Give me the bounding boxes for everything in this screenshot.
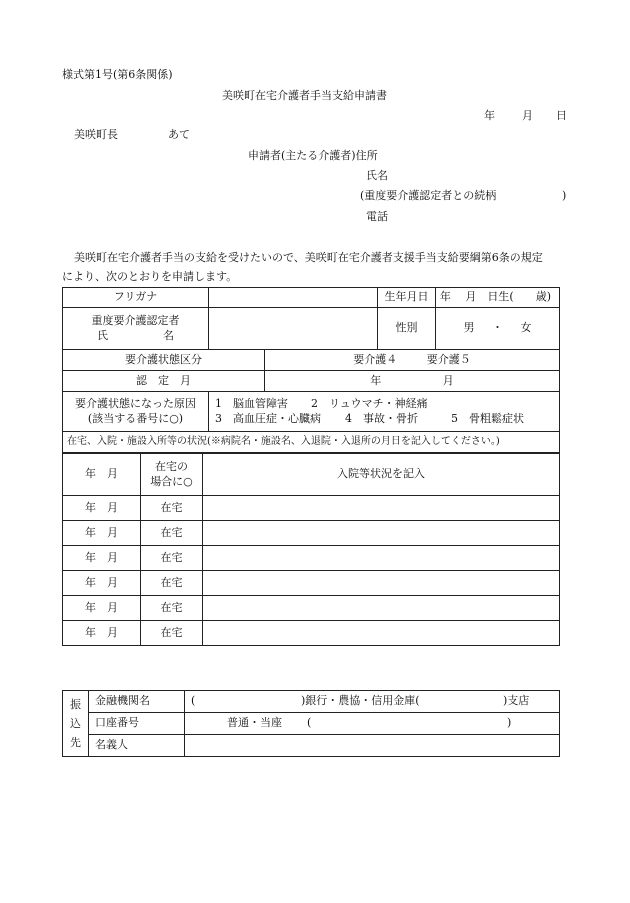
- history-detail-field[interactable]: [203, 546, 560, 571]
- cause-option-5[interactable]: 5 骨粗鬆症状: [451, 411, 525, 425]
- care-class-field[interactable]: [265, 350, 560, 371]
- cause-row: [63, 392, 560, 432]
- cause-option-2[interactable]: 2 リュウマチ・神経痛: [311, 396, 428, 410]
- care-class-row: [63, 350, 560, 371]
- sex-label: 性別: [378, 308, 436, 350]
- bank-section-label: [63, 691, 89, 757]
- history-home[interactable]: 在宅: [141, 521, 203, 546]
- furigana-label: フリガナ: [63, 288, 209, 308]
- history-header-home: [141, 454, 203, 496]
- history-header-detail: 入院等状況を記入: [203, 454, 560, 496]
- person-row: [63, 308, 560, 350]
- form-number: 様式第1号(第6条関係): [62, 68, 173, 81]
- applicant-name-label: 氏名: [366, 169, 388, 182]
- sex-field[interactable]: [436, 308, 560, 350]
- holder-field[interactable]: [185, 735, 560, 757]
- holder-label: 名義人: [89, 735, 185, 757]
- status-note: 在宅、入院・施設入所等の状況(※病院名・施設名、入退院・入退所の月日を記入してください。): [63, 432, 560, 453]
- applicant-relation-close: ): [562, 189, 567, 202]
- application-table: [62, 287, 560, 453]
- sex-separator: ・: [492, 321, 504, 335]
- history-home[interactable]: 在宅: [141, 621, 203, 646]
- person-label: [63, 308, 209, 350]
- cert-month-row: [63, 371, 560, 392]
- applicant-relation-label: (重度要介護認定者との続柄: [360, 189, 497, 202]
- birthdate-field[interactable]: 年 月 日生( 歳): [436, 288, 560, 308]
- history-ym: 年 月: [63, 496, 141, 521]
- cause-label: [63, 392, 209, 432]
- table-row: [63, 621, 560, 646]
- table-row: [63, 571, 560, 596]
- sex-male[interactable]: 男: [463, 321, 475, 335]
- addressee-suffix: あて: [168, 128, 190, 141]
- history-header-row: [63, 454, 560, 496]
- cause-label-line1: 要介護状態になった原因: [75, 396, 196, 410]
- account-close: ): [507, 716, 512, 730]
- cause-label-line2: (該当する番号に○): [87, 411, 184, 425]
- furigana-field[interactable]: [209, 288, 378, 308]
- bank-institution-row: [63, 691, 560, 713]
- cause-options-line2: [215, 412, 559, 427]
- status-note-row: [63, 432, 560, 453]
- institution-branch: )支店: [503, 694, 530, 708]
- care-class-4[interactable]: 要介護４: [353, 352, 398, 366]
- history-detail-field[interactable]: [203, 596, 560, 621]
- intro-line-1: 美咲町在宅介護者手当の支給を受けたいので、美咲町在宅介護者支援手当支給要綱第6条の規定: [74, 251, 543, 264]
- bank-section-char-1: 振: [70, 697, 81, 711]
- cause-option-4[interactable]: 4 事故・骨折: [345, 411, 419, 425]
- cert-month-field[interactable]: [265, 371, 560, 392]
- bank-table: [62, 690, 560, 757]
- care-class-label: 要介護状態区分: [63, 350, 265, 371]
- cert-month-unit: 月: [442, 373, 454, 387]
- applicant-address-label: 申請者(主たる介護者)住所: [248, 149, 378, 162]
- history-home[interactable]: 在宅: [141, 596, 203, 621]
- history-home[interactable]: 在宅: [141, 496, 203, 521]
- date-year-label: 年: [484, 109, 495, 122]
- account-open: (: [307, 716, 312, 730]
- intro-line-2: により、次のとおりを申請します。: [62, 270, 238, 283]
- history-ym: 年 月: [63, 521, 141, 546]
- history-ym: 年 月: [63, 571, 141, 596]
- date-day-label: 日: [556, 109, 567, 122]
- history-detail-field[interactable]: [203, 571, 560, 596]
- person-name-field[interactable]: [209, 308, 378, 350]
- institution-label: 金融機関名: [89, 691, 185, 713]
- account-types[interactable]: 普通・当座: [227, 716, 282, 730]
- table-row: [63, 596, 560, 621]
- account-field[interactable]: [185, 713, 560, 735]
- cert-month-label: 認 定 月: [63, 371, 265, 392]
- cause-option-3[interactable]: 3 高血圧症・心臓病: [215, 411, 322, 425]
- history-header-ym: 年 月: [63, 454, 141, 496]
- table-row: [63, 496, 560, 521]
- person-label-line1: 重度要介護認定者: [91, 313, 180, 327]
- birthdate-label: 生年月日: [378, 288, 436, 308]
- table-row: [63, 546, 560, 571]
- history-ym: 年 月: [63, 621, 141, 646]
- account-label: 口座番号: [89, 713, 185, 735]
- cert-year-label: 年: [370, 373, 382, 387]
- institution-types[interactable]: )銀行・農協・信用金庫(: [301, 694, 420, 708]
- bank-holder-row: [63, 735, 560, 757]
- cause-options-line1: [215, 397, 559, 412]
- history-home[interactable]: 在宅: [141, 546, 203, 571]
- account-field-row: [185, 716, 559, 731]
- bank-section-char-3: 先: [70, 736, 81, 750]
- history-ym: 年 月: [63, 596, 141, 621]
- page-title: 美咲町在宅介護者手当支給申請書: [222, 89, 387, 102]
- cause-options[interactable]: [209, 392, 560, 432]
- history-detail-field[interactable]: [203, 621, 560, 646]
- history-ym: 年 月: [63, 546, 141, 571]
- person-label-line2: 氏 名: [97, 328, 174, 342]
- furigana-row: [63, 288, 560, 308]
- addressee: 美咲町長: [74, 128, 118, 141]
- history-table: [62, 453, 560, 646]
- history-detail-field[interactable]: [203, 496, 560, 521]
- institution-field[interactable]: [185, 691, 560, 713]
- history-header-home-line2: 場合に○: [150, 474, 193, 488]
- institution-field-row: [185, 694, 559, 709]
- date-month-label: 月: [522, 109, 533, 122]
- cause-option-1[interactable]: 1 脳血管障害: [215, 396, 289, 410]
- care-class-5[interactable]: 要介護５: [426, 352, 471, 366]
- history-home[interactable]: 在宅: [141, 571, 203, 596]
- table-row: [63, 521, 560, 546]
- history-header-home-line1: 在宅の: [155, 459, 188, 473]
- institution-open: (: [191, 694, 196, 708]
- bank-section-char-2: 込: [70, 716, 81, 730]
- bank-account-row: [63, 713, 560, 735]
- history-detail-field[interactable]: [203, 521, 560, 546]
- sex-female[interactable]: 女: [520, 321, 532, 335]
- applicant-phone-label: 電話: [366, 210, 388, 223]
